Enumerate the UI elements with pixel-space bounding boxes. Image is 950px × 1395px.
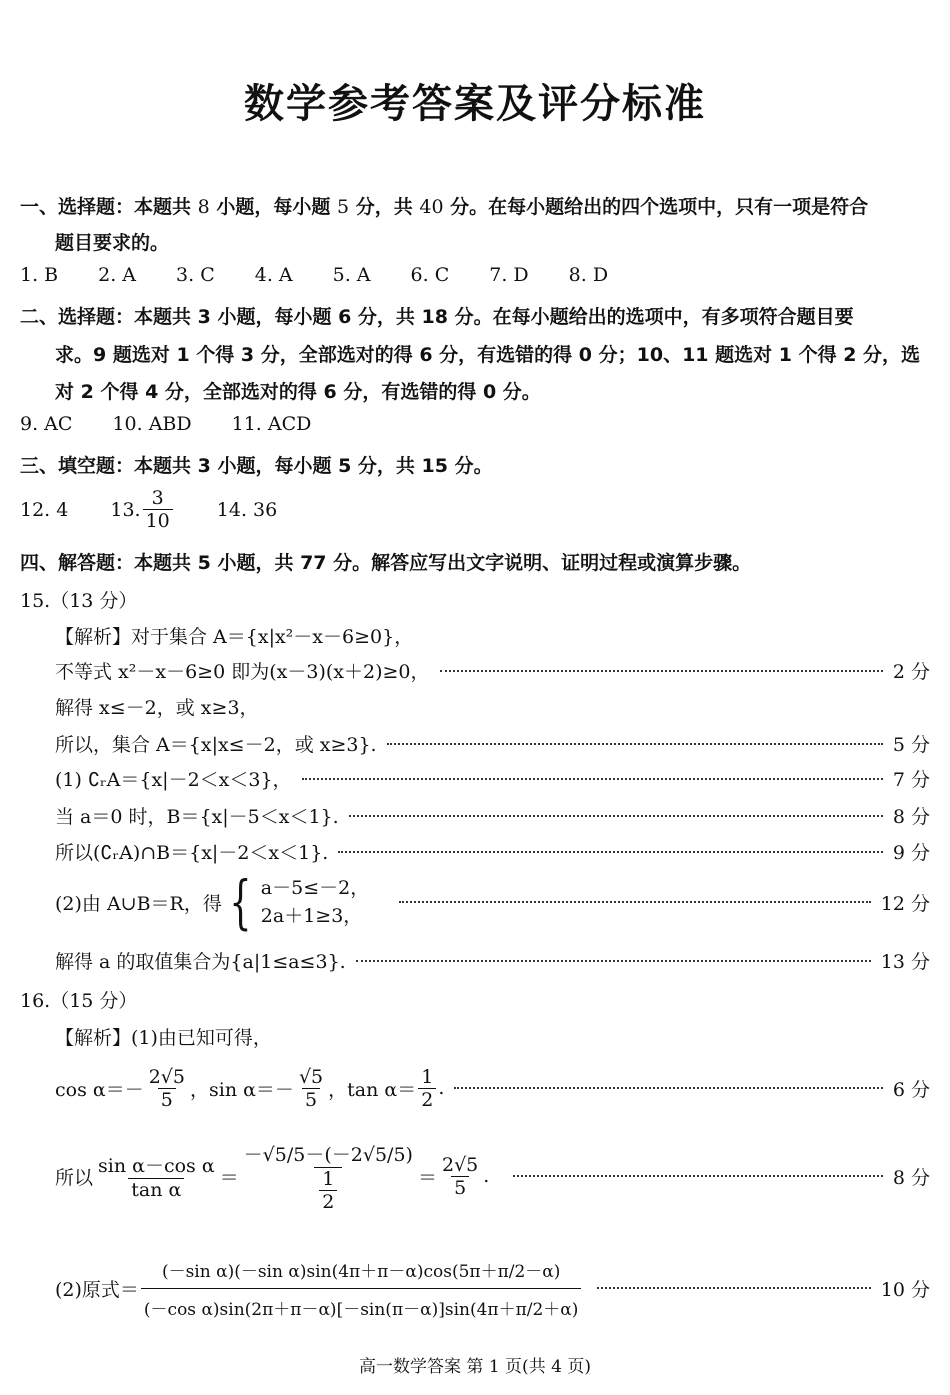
sec1-total: 40 [419,196,444,218]
half-fraction [319,1168,337,1213]
leader-dots [338,851,883,853]
answer-13-fraction [143,487,173,532]
q15-line-5 [55,765,930,792]
answers-choice [20,264,930,286]
score-mark: 5 分 [892,734,930,756]
score-mark: 12 分 [880,892,930,915]
score-mark: 10 分 [880,1278,930,1301]
original-expression-label: (2)原式＝ [55,1278,139,1301]
fraction-numerator: －√5/5－(－2√5/5) [243,1143,413,1166]
leader-dots [356,960,871,962]
fraction-numerator: sin α－cos α [98,1155,215,1177]
so-label: 所以 [55,1166,94,1189]
score-mark: 6 分 [892,1078,930,1101]
leader-dots [399,901,871,903]
q15-step: 不等式 x²－x－6≥0 即为(x－3)(x＋2)≥0， [55,661,430,683]
sec1-points: 5 [337,196,350,218]
answer-item: 7. D [489,264,529,286]
equals-sign: ＝ [219,1166,239,1189]
answer-12: 12. 4 [20,498,69,521]
fraction-denominator: 2 [418,1088,436,1111]
fraction-denominator: 2 [319,1190,337,1213]
q16-line-2: cos α＝－ $\frac{2√5}{5}$ ，sin α＝－ $\frac{√5}{5}$ ，tan α＝ $\frac{1}{2}$ . 6 分 [55,1065,930,1111]
q15-step: 当 a＝0 时，B＝{x|－5＜x＜1}. [55,806,339,828]
q16-header: 16.（15 分） [20,990,138,1012]
q16-line-4 [55,1246,930,1330]
sin-label: ，sin α＝－ [190,1078,294,1101]
page-footer: 高一数学答案 第 1 页(共 4 页) [359,1357,591,1377]
sec1-text-a: 小题，每小题 [216,196,331,218]
fraction-numerator: 3 [151,487,164,509]
original-expression-fraction [141,1257,582,1320]
q15-line-8 [55,870,930,934]
q15-header: 15.（13 分） [20,590,138,612]
sec1-text-c: 分。在每小题给出的四个选项中，只有一项是符合 [450,196,869,218]
score-mark: 9 分 [892,842,930,864]
tan-fraction [418,1066,436,1111]
score-mark: 7 分 [892,769,930,791]
section-2-heading: 二、选择题：本题共 3 小题，每小题 6 分，共 18 分。在每小题给出的选项中，有多项符合题目要 [20,306,854,328]
fraction-numerator: 1 [322,1167,335,1190]
inequality-1: a－5≤－2， [260,876,370,899]
fraction-denominator [314,1167,342,1213]
fraction-denominator: 5 [158,1088,176,1111]
q15-line-3: 解得 x≤－2，或 x≥3， [55,697,259,719]
leader-dots [597,1287,870,1289]
equals-sign: ＝ [417,1166,437,1189]
ratio-fraction [95,1151,218,1201]
answer-item: 10. ABD [112,413,192,435]
section-2-heading-cont2: 对 2 个得 4 分，全部选对的得 6 分，有选错的得 0 分。 [55,381,541,403]
answers-multi [20,413,930,435]
inequality-2: 2a＋1≥3， [260,905,363,927]
section-2-heading-cont: 求。9 题选对 1 个得 3 分，全部选对的得 6 分，有选错的得 0 分；10、11 题选对 1 个得 2 分，选 [55,344,921,366]
leader-dots [513,1175,883,1177]
leader-dots [387,743,883,745]
q15-line-1: 【解析】对于集合 A＝{x|x²－x－6≥0}， [55,626,414,648]
system-of-inequalities [222,868,370,936]
leader-dots [440,670,883,672]
q15-step: (1) ∁ᵣA＝{x|－2＜x＜3}， [55,769,292,791]
q15-line-4 [55,730,930,757]
compound-fraction [241,1140,416,1213]
fraction-denominator: (－cos α)sin(2π＋π－α)[－sin(π－α)]sin(4π＋π/2＋α) [141,1288,582,1320]
fraction-numerator: 2√5 [148,1065,185,1088]
section-1-heading [20,192,930,219]
leader-dots [302,778,883,780]
q16-line-1: 【解析】(1)由已知可得， [55,1027,272,1049]
fraction-denominator: 5 [302,1088,320,1111]
sin-fraction [296,1066,326,1111]
cos-fraction [146,1066,188,1111]
score-mark: 2 分 [892,661,930,683]
sec1-count: 8 [197,196,210,218]
answers-fill [20,487,930,532]
score-mark: 8 分 [892,806,930,828]
leader-dots [454,1087,883,1089]
q15-line-6 [55,802,930,829]
answer-item: 3. C [176,264,215,286]
fraction-denominator: 10 [143,509,173,532]
q15-step: 所以(∁ᵣA)∩B＝{x|－2＜x＜1}. [55,842,329,864]
answer-13-label: 13. [110,498,141,521]
left-brace-icon: { [229,868,252,936]
q15-step: 所以，集合 A＝{x|x≤－2，或 x≥3}. [55,734,377,756]
sec1-label: 一、选择题：本题共 [20,196,192,218]
answer-item: 11. ACD [231,413,312,435]
leader-dots [349,815,883,817]
score-mark: 8 分 [892,1166,930,1189]
q16-line-3: 所以 $\frac{\text{sin α－cos α}}{\text{tan α}}$ ＝ $\frac{-√5/5-(-2√5/5)}{\frac{1}{2}}$ ＝ $\frac{2√5}{5}$ . 8 分 [55,1122,930,1230]
answer-item: 5. A [332,264,371,286]
section-4-heading: 四、解答题：本题共 5 小题，共 77 分。解答应写出文字说明、证明过程或演算步骤。 [20,552,752,574]
answer-item: 1. B [20,264,59,286]
answer-item: 6. C [410,264,450,286]
score-mark: 13 分 [880,951,930,973]
q15-line-2 [55,657,930,684]
q15-line-9 [55,947,930,974]
fraction-numerator: (－sin α)(－sin α)sin(4π＋π－α)cos(5π＋π/2－α) [161,1261,561,1282]
section-1-heading-cont: 题目要求的。 [55,232,170,254]
answer-item: 8. D [568,264,609,286]
answer-item: 9. AC [20,413,73,435]
page-title: 数学参考答案及评分标准 [244,81,706,127]
q15-line-7 [55,838,930,865]
fraction-denominator: 5 [451,1176,469,1199]
answer-14: 14. 36 [216,498,278,521]
fraction-numerator: √5 [298,1065,324,1088]
fraction-numerator: 1 [421,1065,434,1088]
result-fraction [439,1154,481,1199]
section-3-heading: 三、填空题：本题共 3 小题，每小题 5 分，共 15 分。 [20,455,493,477]
cos-label: cos α＝－ [55,1078,144,1101]
fraction-denominator: tan α [128,1178,184,1201]
answer-item: 2. A [98,264,137,286]
answer-item: 4. A [254,264,293,286]
tan-label: ，tan α＝ [328,1078,417,1101]
q15-step: 解得 a 的取值集合为{a|1≤a≤3}. [55,951,346,973]
fraction-numerator: 2√5 [441,1153,479,1176]
sec1-text-b: 分，共 [355,196,413,218]
q15-step: (2)由 A∪B＝R，得 [55,892,222,915]
